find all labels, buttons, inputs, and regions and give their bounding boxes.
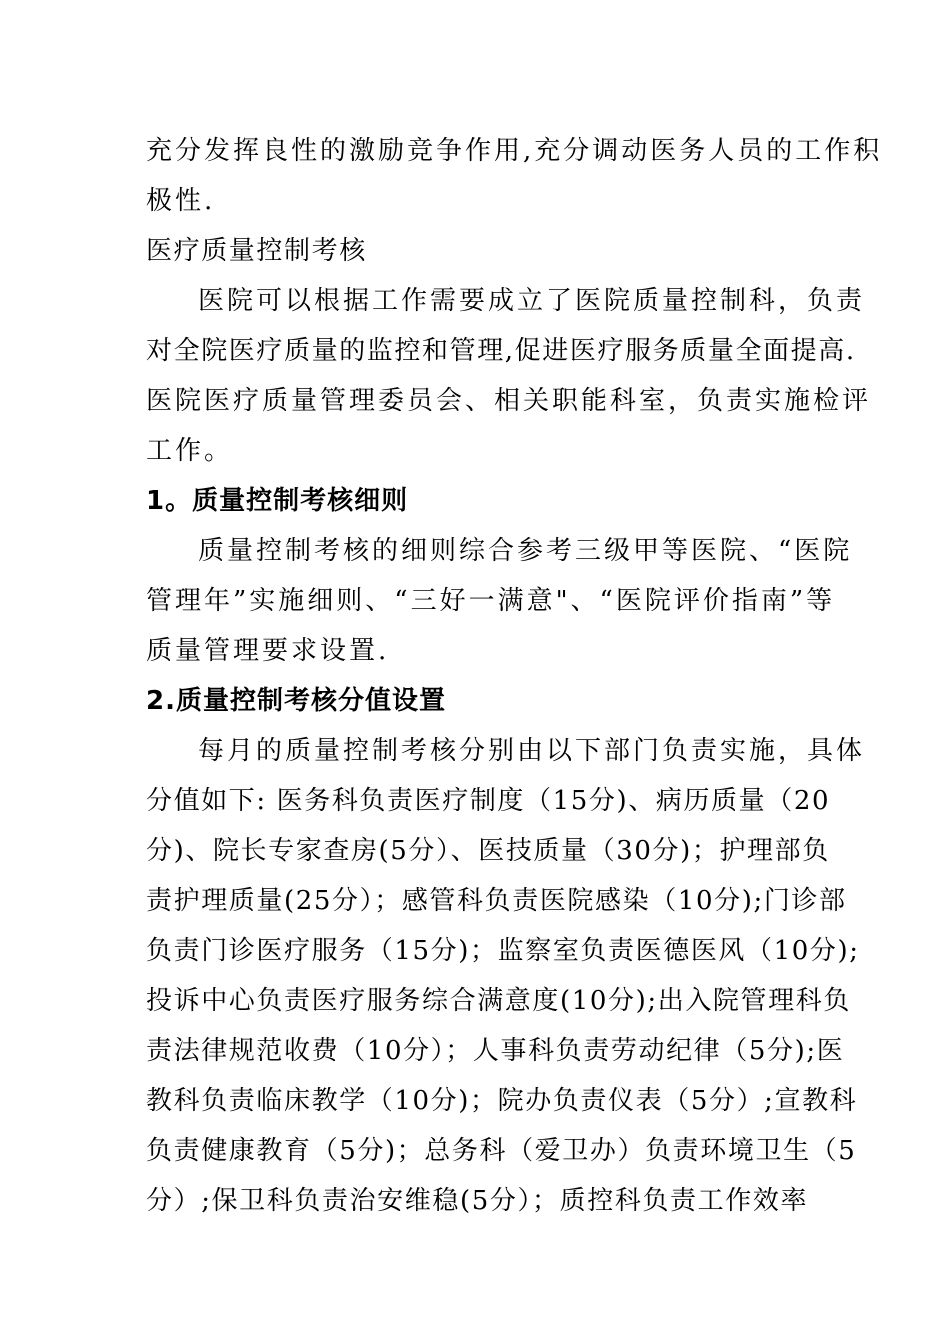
body-text-line: 责护理质量(25分）；感管科负责医院感染（10分);门诊部 [146,886,847,916]
body-text-line: 管理年”实施细则、“三好一满意"、“医院评价指南”等 [146,586,836,616]
body-text-line: 极性. [146,186,216,216]
body-text-line: 工作。 [146,436,234,466]
body-text-line: 质量控制考核的细则综合参考三级甲等医院、“医院 [198,536,853,566]
body-text-line: 充分发挥良性的激励竞争作用,充分调动医务人员的工作积 [146,136,883,166]
body-text-line: 责法律规范收费（10分）；人事科负责劳动纪律（5分);医 [146,1036,845,1066]
heading-1: 1。质量控制考核细则 [146,486,409,516]
body-text-line: 医院可以根据工作需要成立了医院质量控制科，负责 [198,286,866,316]
body-text-line: 教科负责临床教学（10分)；院办负责仪表（5分）;宣教科 [146,1086,858,1116]
body-text-line: 质量管理要求设置. [146,636,390,666]
body-text-line: 对全院医疗质量的监控和管理,促进医疗服务质量全面提高. [146,336,856,366]
body-text-line: 分)、院长专家查房(5分）、医技质量（30分)；护理部负 [146,836,830,866]
body-text-line: 负责健康教育（5分)；总务科（爱卫办）负责环境卫生（5 [146,1136,857,1166]
section-title: 医疗质量控制考核 [146,236,367,266]
body-text-line: 分）;保卫科负责治安维稳(5分）；质控科负责工作效率 [146,1186,809,1216]
body-text-line: 分值如下: 医务科负责医疗制度（15分)、病历质量（20 [146,786,831,816]
body-text-line: 负责门诊医疗服务（15分)；监察室负责医德医风（10分); [146,936,860,966]
body-text-line: 每月的质量控制考核分别由以下部门负责实施，具体 [198,736,866,766]
body-text-line: 投诉中心负责医疗服务综合满意度(10分);出入院管理科负 [146,986,851,1016]
body-text-line: 医院医疗质量管理委员会、相关职能科室，负责实施检评 [146,386,872,416]
heading-2: 2.质量控制考核分值设置 [146,686,446,716]
